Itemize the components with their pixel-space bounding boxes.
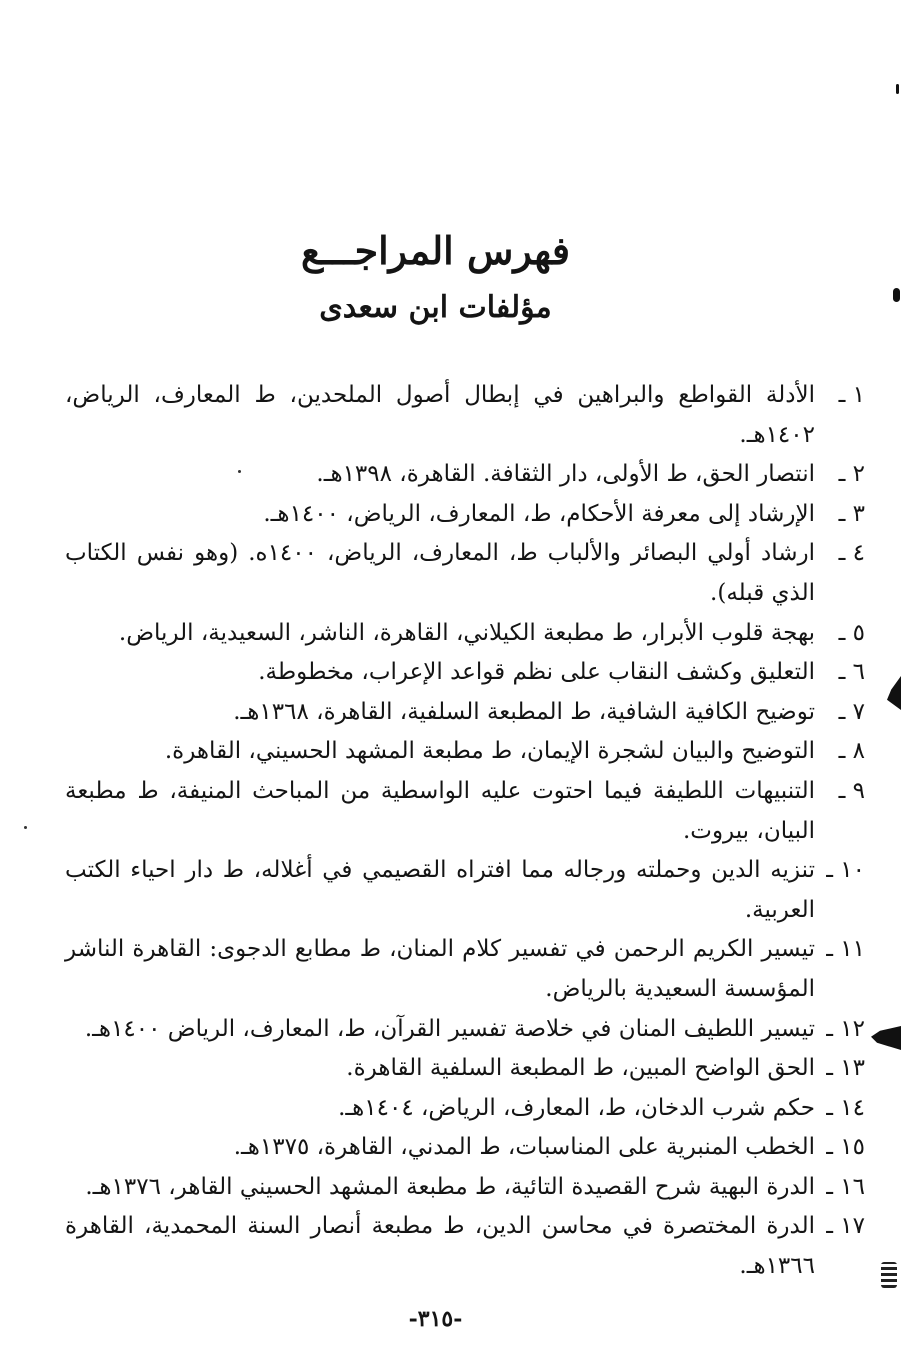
reference-number: ١٥ ـ bbox=[826, 1134, 865, 1161]
reference-item bbox=[65, 1049, 865, 1089]
reference-item bbox=[65, 1207, 865, 1286]
page-title: فهرس المراجـــع bbox=[300, 228, 570, 273]
reference-text: بهجة قلوب الأبرار، ط مطبعة الكيلاني، القاهرة، الناشر، السعيدية، الرياض. bbox=[118, 619, 815, 646]
reference-number: ٤ ـ bbox=[838, 540, 865, 567]
reference-number: ٢ ـ bbox=[838, 461, 865, 488]
reference-text: تنزيه الدين وحملته ورجاله مما افتراه القصيمي في أغلاله، ط دار احياء الكتب العربية. bbox=[65, 857, 815, 923]
reference-item bbox=[65, 930, 865, 1009]
reference-item bbox=[65, 693, 865, 733]
reference-number: ٨ ـ bbox=[838, 738, 865, 765]
scan-artifact bbox=[896, 84, 899, 94]
reference-text: تيسير الكريم الرحمن في تفسير كلام المنان، ط مطابع الدجوى: القاهرة الناشر المؤسسة السعيدية بالرياض. bbox=[65, 936, 815, 1002]
reference-text: الخطب المنبرية على المناسبات، ط المدني، القاهرة، ١٣٧٥هـ. bbox=[233, 1134, 815, 1161]
reference-text: ارشاد أولي البصائر والألباب ط، المعارف، الرياض، ١٤٠٠ه. (وهو نفس الكتاب الذي قبله). bbox=[65, 540, 815, 606]
scan-artifact bbox=[893, 288, 900, 302]
reference-item bbox=[65, 495, 865, 535]
reference-number: ١٣ ـ bbox=[826, 1055, 865, 1082]
scan-artifact bbox=[887, 676, 901, 710]
reference-number: ١٧ ـ bbox=[826, 1213, 865, 1240]
reference-number: ١ ـ bbox=[838, 382, 865, 408]
reference-text: الحق الواضح المبين، ط المطبعة السلفية القاهرة. bbox=[346, 1055, 815, 1082]
reference-text: الأدلة القواطع والبراهين في إبطال أصول الملحدين، ط المعارف، الرياض، ١٤٠٢هـ. bbox=[65, 382, 815, 448]
reference-item bbox=[65, 772, 865, 851]
reference-number: ١٢ ـ bbox=[826, 1015, 865, 1042]
scan-artifact bbox=[871, 1026, 901, 1050]
reference-item bbox=[65, 534, 865, 613]
reference-item bbox=[65, 1010, 865, 1050]
reference-number: ٦ ـ bbox=[838, 659, 865, 686]
reference-text: الدرة المختصرة في محاسن الدين، ط مطبعة أنصار السنة المحمدية، القاهرة ١٣٦٦هـ. bbox=[65, 1213, 815, 1280]
reference-number: ١٤ ـ bbox=[826, 1094, 865, 1121]
reference-text: التعليق وكشف النقاب على نظم قواعد الإعراب، مخطوطة. bbox=[258, 659, 815, 686]
reference-number: ١١ ـ bbox=[826, 936, 865, 963]
reference-item bbox=[65, 653, 865, 693]
reference-text: تيسير اللطيف المنان في خلاصة تفسير القرآن، ط، المعارف، الرياض ١٤٠٠هـ. bbox=[84, 1015, 815, 1042]
reference-text: التنبيهات اللطيفة فيما احتوت عليه الواسطية من المباحث المنيفة، ط مطبعة البيان، بيروت. bbox=[65, 777, 815, 844]
reference-text: الإرشاد إلى معرفة الأحكام، ط، المعارف، الرياض، ١٤٠٠هـ. bbox=[263, 500, 815, 527]
scan-speck bbox=[24, 826, 27, 829]
reference-item bbox=[65, 614, 865, 654]
references-list bbox=[65, 376, 865, 1287]
reference-item bbox=[65, 1089, 865, 1129]
scan-artifact bbox=[881, 1262, 897, 1288]
reference-item bbox=[65, 732, 865, 772]
reference-text: الدرة البهية شرح القصيدة التائية، ط مطبعة المشهد الحسيني القاهر، ١٣٧٦هـ. bbox=[85, 1173, 815, 1200]
page-number: -٣١٥- bbox=[408, 1306, 463, 1332]
scan-speck bbox=[238, 470, 241, 473]
reference-item bbox=[65, 1168, 865, 1208]
reference-number: ٣ ـ bbox=[838, 500, 865, 527]
reference-number: ٧ ـ bbox=[838, 698, 865, 725]
reference-number: ١٦ ـ bbox=[826, 1173, 865, 1200]
reference-item bbox=[65, 1128, 865, 1168]
reference-number: ١٠ ـ bbox=[826, 857, 865, 884]
reference-text: توضيح الكافية الشافية، ط المطبعة السلفية، القاهرة، ١٣٦٨هـ. bbox=[233, 698, 815, 725]
reference-text: حكم شرب الدخان، ط، المعارف، الرياض، ١٤٠٤هـ. bbox=[338, 1094, 815, 1121]
reference-number: ٥ ـ bbox=[838, 619, 865, 646]
reference-text: انتصار الحق، ط الأولى، دار الثقافة. القاهرة، ١٣٩٨هـ. bbox=[316, 461, 815, 488]
section-subtitle: مؤلفات ابن سعدى bbox=[319, 290, 552, 325]
reference-item bbox=[65, 455, 865, 495]
reference-number: ٩ ـ bbox=[838, 777, 865, 804]
reference-text: التوضيح والبيان لشجرة الإيمان، ط مطبعة المشهد الحسيني، القاهرة. bbox=[164, 738, 815, 765]
reference-item bbox=[65, 851, 865, 930]
reference-item bbox=[65, 376, 865, 455]
